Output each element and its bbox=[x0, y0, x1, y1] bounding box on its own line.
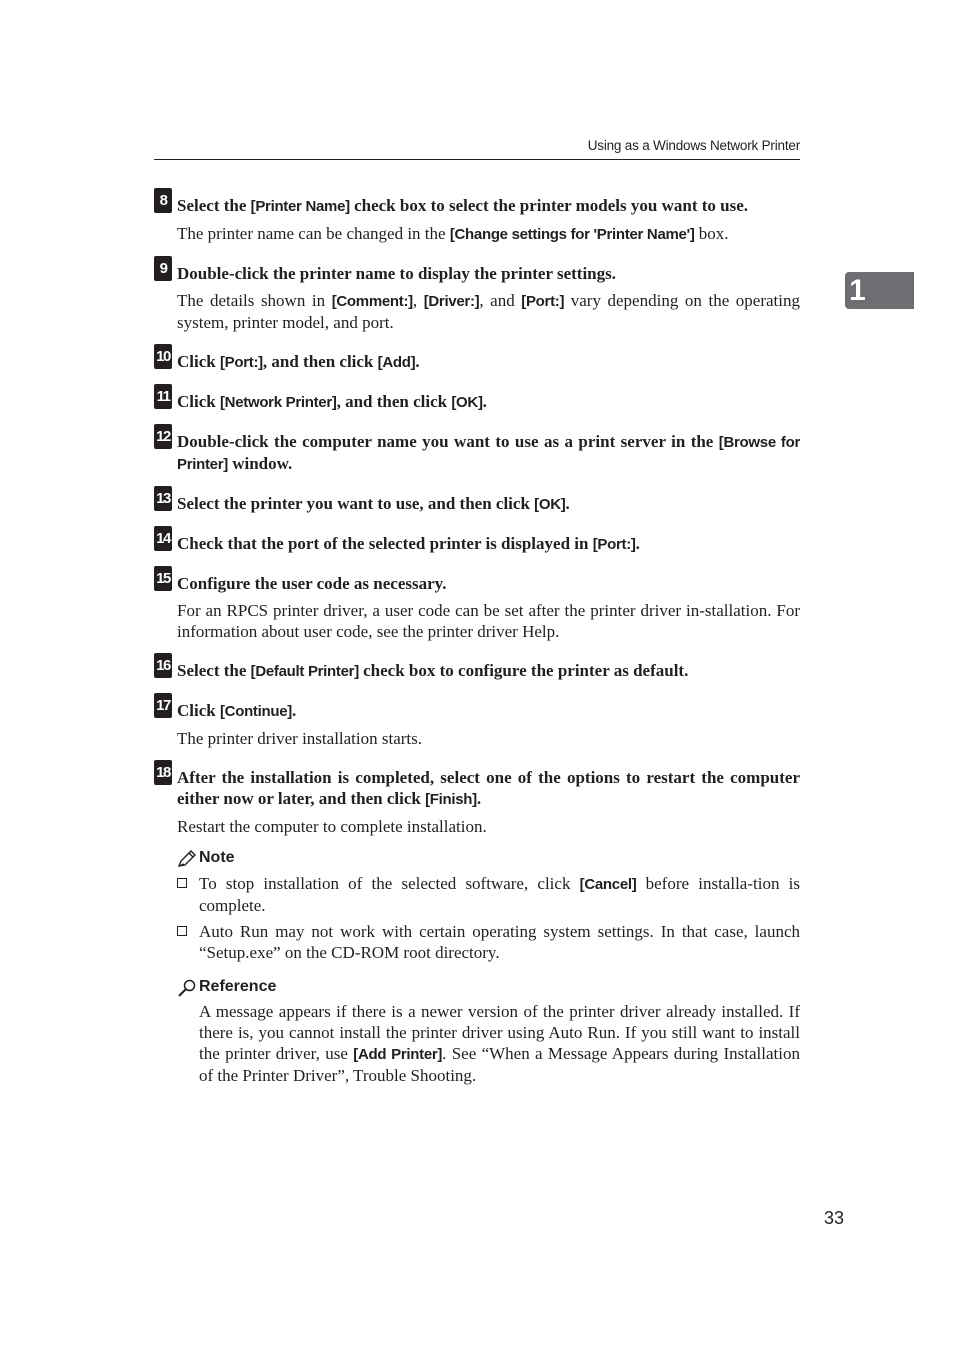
step-11 bbox=[154, 384, 800, 413]
ui-label: [Add] bbox=[377, 354, 416, 371]
text-run: The printer name can be changed in the bbox=[177, 224, 450, 243]
step-13 bbox=[154, 486, 800, 515]
step-description bbox=[177, 816, 800, 837]
step-description bbox=[177, 290, 800, 333]
step-10 bbox=[154, 344, 800, 373]
pencil-icon bbox=[177, 850, 197, 868]
ui-label: [Add Printer] bbox=[353, 1046, 443, 1063]
step-instruction bbox=[177, 188, 800, 217]
text-run: A message appears if there is a newer version of the printer driver already installed. If there is, you cannot install the printer driver using Auto Run. If you still want to install the printer driver, use bbox=[199, 1002, 800, 1063]
ui-label: [Finish] bbox=[425, 791, 477, 808]
note-title: Note bbox=[199, 849, 235, 866]
step-number: 15 bbox=[154, 566, 172, 591]
text-run: . bbox=[291, 701, 297, 720]
text-run: check box to configure the printer as default. bbox=[358, 661, 689, 680]
ui-label: [OK] bbox=[451, 394, 483, 411]
text-run: Double-click the printer name to display the printer settings. bbox=[177, 264, 616, 283]
step-instruction bbox=[177, 384, 800, 413]
step-instruction bbox=[177, 566, 800, 594]
text-run: . See “When a Message Appears during Installation of the Printer Driver”, Trouble Shooting. bbox=[199, 1044, 800, 1085]
header-rule bbox=[154, 159, 800, 160]
step-description bbox=[177, 728, 800, 749]
ui-label: [Driver:] bbox=[423, 293, 480, 310]
text-run: before installa-tion is complete. bbox=[199, 874, 800, 915]
ui-label: [Cancel] bbox=[579, 876, 637, 893]
step-instruction bbox=[177, 424, 800, 475]
step-instruction bbox=[177, 344, 800, 373]
text-run: . bbox=[482, 392, 487, 411]
step-instruction bbox=[177, 526, 800, 555]
step-number: 13 bbox=[154, 486, 172, 511]
note-heading bbox=[177, 848, 800, 868]
step-instruction bbox=[177, 653, 800, 682]
reference-heading bbox=[177, 977, 800, 997]
text-run: , and then click bbox=[336, 392, 452, 411]
step-description bbox=[177, 223, 800, 245]
step-number: 17 bbox=[154, 693, 172, 718]
text-run: Double-click the computer name you want to use as a print server in the bbox=[177, 432, 719, 451]
step-18 bbox=[154, 760, 800, 837]
step-16 bbox=[154, 653, 800, 682]
step-17 bbox=[154, 693, 800, 749]
text-run: , and bbox=[479, 291, 522, 310]
note-item bbox=[177, 873, 800, 916]
ui-label: [Default Printer] bbox=[250, 663, 359, 680]
step-12 bbox=[154, 424, 800, 475]
text-run: Auto Run may not work with certain operating system settings. In that case, launch “Setup.exe” on the CD-ROM root directory. bbox=[199, 922, 800, 962]
step-number: 14 bbox=[154, 526, 172, 551]
step-number: 12 bbox=[154, 424, 172, 449]
step-9 bbox=[154, 256, 800, 333]
step-15 bbox=[154, 566, 800, 642]
step-number: 16 bbox=[154, 653, 172, 678]
text-run: Click bbox=[177, 352, 220, 371]
checkbox-bullet-icon bbox=[177, 926, 187, 936]
text-run: . bbox=[565, 494, 570, 513]
text-run: Click bbox=[177, 701, 220, 720]
text-run: . bbox=[635, 534, 640, 553]
ui-label: [Change settings for 'Printer Name'] bbox=[449, 226, 695, 243]
text-run: vary depending on the operating system, printer model, and port. bbox=[177, 291, 801, 332]
step-instruction bbox=[177, 256, 800, 284]
note-item bbox=[177, 921, 800, 963]
text-run: , and then click bbox=[262, 352, 378, 371]
text-run: Select the bbox=[177, 661, 251, 680]
chapter-tab: 1 bbox=[845, 272, 914, 309]
step-instruction bbox=[177, 760, 800, 810]
step-number: 9 bbox=[154, 256, 172, 281]
reference-title: Reference bbox=[199, 978, 277, 995]
ui-label: [Continue] bbox=[219, 703, 292, 720]
ui-label: [Network Printer] bbox=[219, 394, 337, 411]
step-number: 10 bbox=[154, 344, 172, 369]
ui-label: [OK] bbox=[534, 496, 566, 513]
page-number: 33 bbox=[824, 1208, 845, 1228]
step-instruction bbox=[177, 693, 800, 722]
running-header: Using as a Windows Network Printer bbox=[587, 138, 800, 153]
text-run: After the installation is completed, select one of the options to restart the computer either now or later, and then click bbox=[177, 768, 800, 808]
text-run: Select the bbox=[177, 196, 251, 215]
text-run: Select the printer you want to use, and then click bbox=[177, 494, 535, 513]
step-number: 18 bbox=[154, 760, 172, 785]
checkbox-bullet-icon bbox=[177, 878, 187, 888]
reference-section bbox=[177, 977, 800, 1086]
instruction-content bbox=[154, 188, 800, 1086]
text-run: To stop installation of the selected software, click bbox=[199, 874, 580, 893]
reference-body bbox=[177, 1001, 800, 1086]
text-run: Restart the computer to complete installation. bbox=[177, 817, 487, 836]
note-section bbox=[177, 848, 800, 963]
ui-label: [Browse for Printer] bbox=[177, 434, 800, 473]
text-run: The details shown in bbox=[177, 291, 332, 310]
text-run: Check that the port of the selected printer is displayed in bbox=[177, 534, 593, 553]
text-run: check box to select the printer models you want to use. bbox=[349, 196, 749, 215]
text-run: For an RPCS printer driver, a user code can be set after the printer driver in-stallation. For information about user code, see the printer driver Help. bbox=[177, 601, 800, 641]
step-description bbox=[177, 600, 800, 642]
magnifier-icon bbox=[177, 979, 197, 997]
text-run: The printer driver installation starts. bbox=[177, 729, 423, 748]
note-list bbox=[177, 873, 800, 963]
ui-label: [Port:] bbox=[219, 354, 263, 371]
text-run: Configure the user code as necessary. bbox=[177, 574, 447, 593]
text-run: Click bbox=[177, 392, 220, 411]
ui-label: [Comment:] bbox=[331, 293, 413, 310]
text-run: , bbox=[412, 291, 424, 310]
ui-label: [Port:] bbox=[521, 293, 565, 310]
text-run: . bbox=[476, 789, 482, 808]
text-run: window. bbox=[227, 454, 293, 473]
step-number: 11 bbox=[154, 384, 172, 409]
step-14 bbox=[154, 526, 800, 555]
ui-label: [Printer Name] bbox=[250, 198, 350, 215]
ui-label: [Port:] bbox=[592, 536, 636, 553]
text-run: box. bbox=[694, 224, 729, 243]
step-list bbox=[154, 188, 800, 837]
step-instruction bbox=[177, 486, 800, 515]
step-number: 8 bbox=[154, 188, 172, 213]
text-run: . bbox=[415, 352, 420, 371]
step-8 bbox=[154, 188, 800, 245]
